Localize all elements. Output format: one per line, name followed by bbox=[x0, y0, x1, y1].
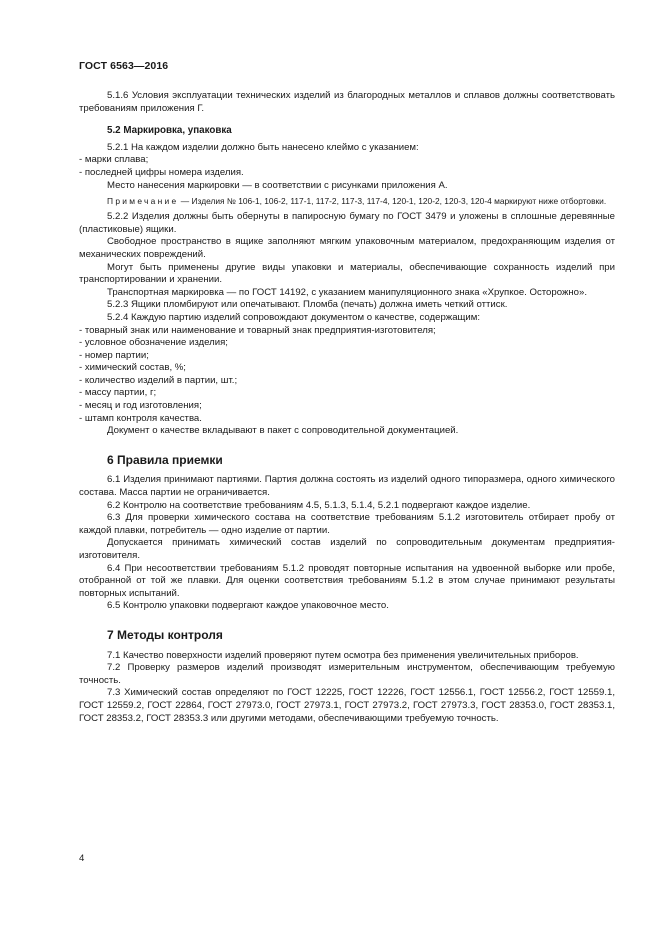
document-body bbox=[79, 90, 615, 725]
clause-5-2-1: 5.2.1 На каждом изделии должно быть нанесено клеймо с указанием: bbox=[107, 141, 419, 153]
paragraph: Могут быть применены другие виды упаковки и материалы, обеспечивающие сохранность изделий при транспортировании и хранении. bbox=[79, 261, 615, 286]
list-item: - номер партии; bbox=[79, 349, 149, 361]
note bbox=[79, 196, 615, 207]
document-header: ГОСТ 6563—2016 bbox=[79, 60, 169, 72]
note-label: Примечание bbox=[107, 196, 179, 207]
clause-7-1: 7.1 Качество поверхности изделий проверяют путем осмотра без применения увеличительных приборов. bbox=[107, 649, 579, 661]
clause-6-2: 6.2 Контролю на соответствие требованиям 4.5, 5.1.3, 5.1.4, 5.2.1 подвергают каждое изделие. bbox=[107, 499, 531, 511]
note-text: — Изделия № 106-1, 106-2, 117-1, 117-2, 117-3, 117-4, 120-1, 120-2, 120-3, 120-4 маркируют ниже отбортовки. bbox=[178, 196, 607, 207]
list-item: - месяц и год изготовления; bbox=[79, 400, 202, 412]
list-item: - массу партии, г; bbox=[79, 387, 157, 399]
section-7-heading: 7 Методы контроля bbox=[107, 627, 223, 642]
list-item: - последней цифры номера изделия. bbox=[79, 166, 244, 178]
section-6-heading: 6 Правила приемки bbox=[107, 452, 223, 467]
clause-5-2-3: 5.2.3 Ящики пломбируют или опечатывают. Пломба (печать) должна иметь четкий оттиск. bbox=[107, 299, 508, 311]
clause-6-1: 6.1 Изделия принимают партиями. Партия должна состоять из изделий одного типоразмера, одного химического состава. Масса партии не ограничивается. bbox=[79, 474, 615, 499]
clause-5-2-2: 5.2.2 Изделия должны быть обернуты в папиросную бумагу по ГОСТ 3479 и уложены в сплошные деревянные (пластиковые) ящики. bbox=[79, 211, 615, 235]
subsection-5-2-heading: 5.2 Маркировка, упаковка bbox=[107, 125, 232, 137]
list-item: - химический состав, %; bbox=[79, 362, 186, 374]
list-item: - марки сплава; bbox=[79, 154, 149, 166]
marking-place-text: Место нанесения маркировки — в соответствии с рисунками приложения А. bbox=[107, 179, 448, 191]
clause-6-5: 6.5 Контролю упаковки подвергают каждое упаковочное место. bbox=[107, 600, 389, 612]
list-item: - товарный знак или наименование и товарный знак предприятия-изготовителя; bbox=[79, 324, 436, 336]
list-item: - условное обозначение изделия; bbox=[79, 337, 228, 349]
paragraph: Транспортная маркировка — по ГОСТ 14192, с указанием манипуляционного знака «Хрупкое. Осторожно». bbox=[107, 286, 588, 298]
clause-6-3: 6.3 Для проверки химического состава на соответствие требованиям 5.1.2 изготовитель отбирает пробу от каждой плавки, потребитель — одно изделие от партии. bbox=[79, 512, 615, 536]
page-number: 4 bbox=[79, 853, 85, 864]
clause-6-4: 6.4 При несоответствии требованиям 5.1.2 проводят повторные испытания на удвоенной выборке или пробе, отобранной от той же плавки. Для оценки соответствия требованиям 5.1.2 в этом случае принимают результаты повторных испытаний. bbox=[79, 562, 615, 599]
list-item: - штамп контроля качества. bbox=[79, 412, 202, 424]
clause-7-2: 7.2 Проверку размеров изделий производят измерительным инструментом, обеспечивающим требуемую точность. bbox=[79, 662, 615, 686]
paragraph: Документ о качестве вкладывают в пакет с сопроводительной документацией. bbox=[107, 425, 459, 437]
clause-7-3: 7.3 Химический состав определяют по ГОСТ 12225, ГОСТ 12226, ГОСТ 12556.1, ГОСТ 12556.2, ГОСТ 12559.1, ГОСТ 12559.2, ГОСТ 22864, ГОСТ 27973.0, ГОСТ 27973.1, ГОСТ 27973.2, ГОСТ 27973.3, ГОСТ 28353.0, ГОСТ 28353.1, ГОСТ 28353.2, ГОСТ 28353.3 или другими методами, обеспечивающими требуемую точность. bbox=[79, 687, 615, 724]
clause-5-1-6: 5.1.6 Условия эксплуатации технических изделий из благородных металлов и сплавов должны соответствовать требованиям приложения Г. bbox=[79, 90, 615, 114]
list-item: - количество изделий в партии, шт.; bbox=[79, 374, 238, 386]
paragraph: Допускается принимать химический состав изделий по сопроводительным документам предприятия-изготовителя. bbox=[79, 537, 615, 561]
clause-5-2-4: 5.2.4 Каждую партию изделий сопровождают документом о качестве, содержащим: bbox=[107, 311, 481, 323]
paragraph: Свободное пространство в ящике заполняют мягким упаковочным материалом, предохраняющим изделия от механических повреждений. bbox=[79, 236, 615, 260]
